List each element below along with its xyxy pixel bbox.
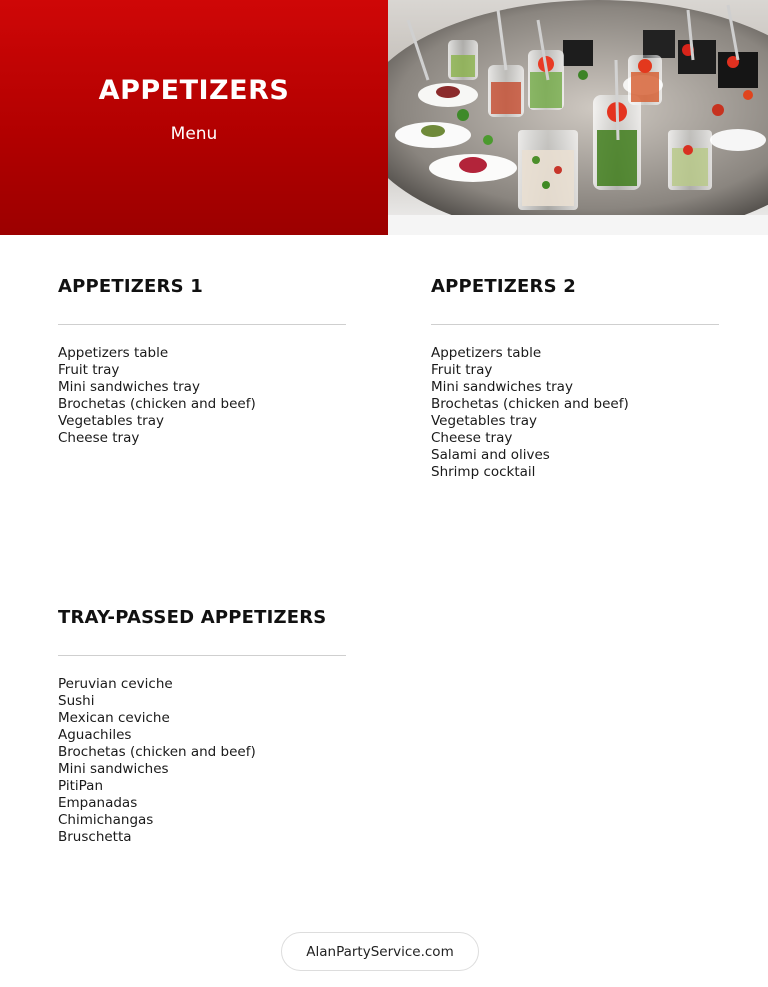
list-item: Cheese tray <box>58 430 140 446</box>
website-link[interactable]: AlanPartyService.com <box>281 932 479 971</box>
hero-banner <box>0 0 768 235</box>
list-item: Chimichangas <box>58 812 154 828</box>
list-item: Vegetables tray <box>58 413 164 429</box>
list-item: Mini sandwiches <box>58 761 169 777</box>
list-item: Brochetas (chicken and beef) <box>58 744 256 760</box>
divider <box>58 655 346 656</box>
menu-list <box>58 676 346 846</box>
list-item: Appetizers table <box>431 345 542 361</box>
list-item: Fruit tray <box>58 362 120 378</box>
hero-title-panel <box>0 0 388 235</box>
list-item: Mini sandwiches tray <box>431 379 573 395</box>
list-item: Aguachiles <box>58 727 132 743</box>
menu-list <box>431 345 719 481</box>
list-item: Appetizers table <box>58 345 169 361</box>
section-title: APPETIZERS 1 <box>58 276 203 297</box>
list-item: Fruit tray <box>431 362 493 378</box>
list-item: Shrimp cocktail <box>431 464 536 480</box>
list-item: Cheese tray <box>431 430 513 446</box>
divider <box>431 324 719 325</box>
list-item: Vegetables tray <box>431 413 537 429</box>
section-title: TRAY-PASSED APPETIZERS <box>58 607 327 628</box>
list-item: PitiPan <box>58 778 104 794</box>
page-title: APPETIZERS <box>98 75 290 106</box>
list-item: Brochetas (chicken and beef) <box>58 396 256 412</box>
section-appetizers-2 <box>431 276 719 481</box>
menu-list <box>58 345 346 447</box>
list-item: Peruvian ceviche <box>58 676 173 692</box>
list-item: Bruschetta <box>58 829 132 845</box>
list-item: Mini sandwiches tray <box>58 379 200 395</box>
list-item: Brochetas (chicken and beef) <box>431 396 629 412</box>
section-appetizers-1 <box>58 276 346 447</box>
list-item: Empanadas <box>58 795 138 811</box>
list-item: Mexican ceviche <box>58 710 170 726</box>
page-subtitle: Menu <box>170 124 218 144</box>
appetizer-buffet-photo <box>388 0 768 235</box>
section-tray-passed-appetizers <box>58 607 346 846</box>
list-item: Sushi <box>58 693 95 709</box>
divider <box>58 324 346 325</box>
section-title: APPETIZERS 2 <box>431 276 576 297</box>
list-item: Salami and olives <box>431 447 550 463</box>
